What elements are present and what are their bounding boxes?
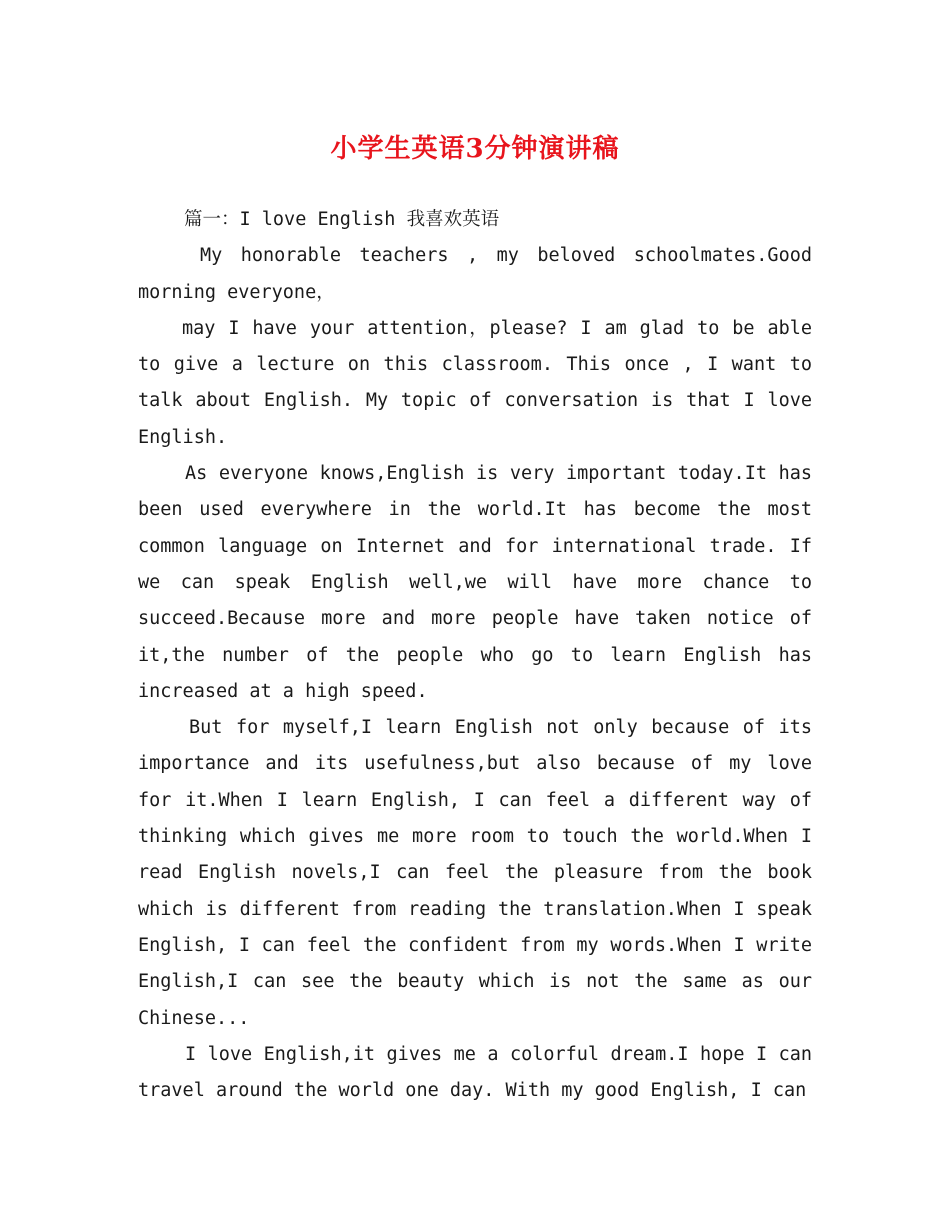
paragraph-importance: As everyone knows,English is very important today.It has been used everywhere in the world.It has become the most common language on Internet and for international trade. If we can speak English well,we will have more chance to succeed.Because more and more people have taken notice of it,the number of the people who go to learn English has increased at a high speed. bbox=[138, 463, 812, 702]
section-heading: 篇一：I love English 我喜欢英语 bbox=[184, 209, 500, 230]
page-title: 小学生英语3分钟演讲稿 bbox=[330, 134, 620, 164]
paragraph-dream: I love English,it gives me a colorful dream.I hope I can travel around the world one day. With my good English, I can bbox=[138, 1043, 812, 1102]
paragraph-introduction: may I have your attention，please? I am glad to be able to give a lecture on this classroom. This once , I want to talk about English. My topic of conversation is that I love English. bbox=[138, 317, 812, 448]
document-body bbox=[138, 202, 812, 1109]
paragraph-greeting: My honorable teachers , my beloved schoolmates.Good morning everyone， bbox=[138, 245, 812, 303]
paragraph-personal-reasons: But for myself,I learn English not only because of its importance and its usefulness,but also because of my love for it.When I learn English, I can feel a different way of thinking which gives me more room to touch the world.When I read English novels,I can feel the pleasure from the book which is different from reading the translation.When I speak English, I can feel the confident from my words.When I write English,I can see the beauty which is not the same as our Chinese... bbox=[138, 717, 812, 1029]
